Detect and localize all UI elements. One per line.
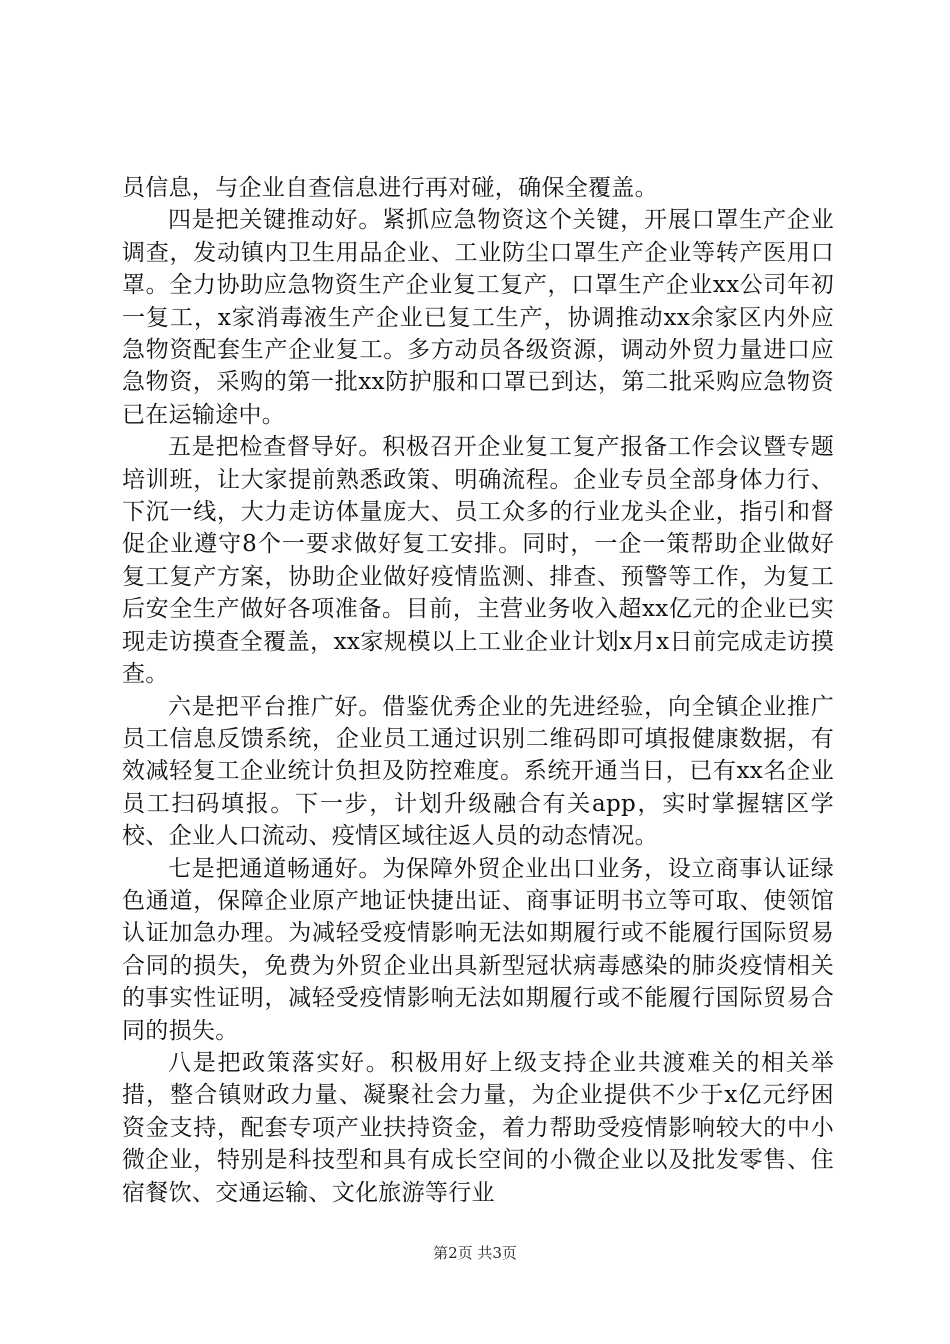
paragraph-8-policy: 八是把政策落实好。积极用好上级支持企业共渡难关的相关举措，整合镇财政力量、凝聚社会力量，为企业提供不少于x亿元纾困资金支持，配套专项产业扶持资金，着力帮助受疫情影响较大的中小微企业，特别是科技型和具有成长空间的小微企业以及批发零售、住宿餐饮、交通运输、文化旅游等行业 <box>122 1049 834 1206</box>
paragraph-7-channel: 七是把通道畅通好。为保障外贸企业出口业务，设立商事认证绿色通道，保障企业原产地证快捷出证、商事证明书立等可取、使领馆认证加急办理。为减轻受疫情影响无法如期履行或不能履行国际贸易合同的损失，免费为外贸企业出具新型冠状病毒感染的肺炎疫情相关的事实性证明，减轻受疫情影响无法如期履行或不能履行国际贸易合同的损失。 <box>122 855 834 1044</box>
paragraph-4-key-push: 四是把关键推动好。紧抓应急物资这个关键，开展口罩生产企业调查，发动镇内卫生用品企业、工业防尘口罩生产企业等转产医用口罩。全力协助应急物资生产企业复工复产，口罩生产企业xx公司年初一复工，x家消毒液生产企业已复工生产，协调推动xx余家区内外应急物资配套生产企业复工。多方动员各级资源，调动外贸力量进口应急物资，采购的第一批xx防护服和口罩已到达，第二批采购应急物资已在运输途中。 <box>122 207 834 428</box>
paragraph-continued: 员信息，与企业自查信息进行再对碰，确保全覆盖。 <box>122 175 658 201</box>
page-footer: 第2页 共3页 <box>433 1244 517 1262</box>
paragraph-6-platform: 六是把平台推广好。借鉴优秀企业的先进经验，向全镇企业推广员工信息反馈系统，企业员工通过识别二维码即可填报健康数据，有效减轻复工企业统计负担及防控难度。系统开通当日，已有xx名企业员工扫码填报。下一步，计划升级融合有关app，实时掌握辖区学校、企业人口流动、疫情区域往返人员的动态情况。 <box>122 693 834 850</box>
document-body <box>122 172 834 1209</box>
paragraph-5-inspection: 五是把检查督导好。积极召开企业复工复产报备工作会议暨专题培训班，让大家提前熟悉政策、明确流程。企业专员全部身体力行、下沉一线，大力走访体量庞大、员工众多的行业龙头企业，指引和督促企业遵守8个一要求做好复工安排。同时，一企一策帮助企业做好复工复产方案，协助企业做好疫情监测、排查、预警等工作，为复工后安全生产做好各项准备。目前，主营业务收入超xx亿元的企业已实现走访摸查全覆盖，xx家规模以上工业企业计划x月x日前完成走访摸查。 <box>122 434 834 688</box>
